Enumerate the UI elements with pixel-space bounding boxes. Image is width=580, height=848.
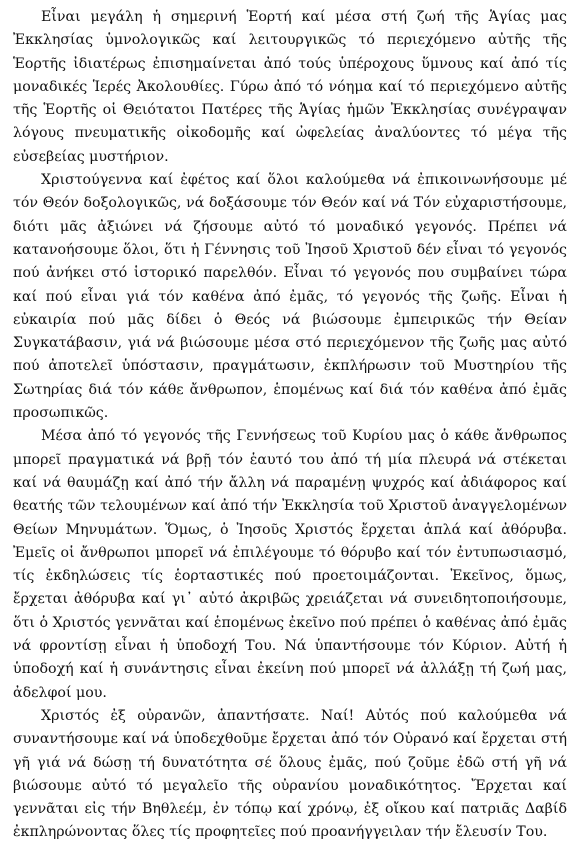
paragraph-christ-from-heaven: Χριστός ἐξ οὐρανῶν, ἀπαντήσατε. Ναί! Αὐτός πού καλούμεθα νά συναντήσουμε καί νά ὑποδεχθοῦμε ἔρχεται ἀπό τόν Οὐρανό καί ἔρχεται στή γῆ γιά νά δώσῃ τή δυνατότητα σέ ὅλους ἐμᾶς, πού ζοῦμε ἐδῶ στή γῆ νά βιώσουμε αὐτό τό μεγαλεῖο τῆς οὐρανίου μοναδικότητος. Ἔρχεται καί γεννᾶται εἰς τήν Βηθλεέμ, ἐν τόπῳ καί χρόνῳ, ἐξ οἴκου καί πατριᾶς Δαβίδ ἐκπληρώνοντας ὅλες τίς προφητεῖες πού προανήγγειλαν τήν ἔλευσίν Του. — [13, 707, 567, 841]
paragraph-feast-intro: Εἶναι μεγάλη ἡ σημερινή Ἑορτή καί μέσα στή ζωή τῆς Ἁγίας μας Ἐκκλησίας ὑμνολογικῶς καί λειτουργικῶς τό περιεχόμενο αὐτῆς τῆς Ἑορτῆς ἰδιατέρως ἐπισημαίνεται ἀπό τούς ὑπέροχους ὕμνους καί ἀπό τίς μοναδικές Ἱερές Ἀκολουθίες. Γύρω ἀπό τό νόημα καί τό περιεχόμενο αὐτῆς τῆς Ἑορτῆς οἱ Θειότατοι Πατέρες τῆς Ἁγίας ἡμῶν Ἐκκλησίας συνέγραψαν λόγους πνευματικῆς οἰκοδομῆς καί ὠφελείας ἀναλύοντες τό μέγα τῆς εὐσεβείας μυστήριον. — [13, 9, 567, 165]
paragraph-nativity-event: Μέσα ἀπό τό γεγονός τῆς Γεννήσεως τοῦ Κυρίου μας ὁ κάθε ἄνθρωπος μπορεῖ πραγματικά νά βρῇ τόν ἑαυτό του ἀπό τή μία πλευρά νά στέκεται καί νά θαυμάζῃ καί ἀπό τήν ἄλλη νά παραμένῃ ψυχρός καί ἀδιάφορος καί θεατής τῶν τελουμένων καί ἀπό τήν Ἐκκλησία τοῦ Χριστοῦ ἀναγγελομένων Θείων Μηνυμάτων. Ὅμως, ὁ Ἰησοῦς Χριστός ἔρχεται ἁπλά καί ἀθόρυβα. Ἐμεῖς οἱ ἄνθρωποι μπορεῖ νά ἐπιλέγουμε τό θόρυβο καί τόν ἐντυπωσιασμό, τίς ἐκδηλώσεις τίς ἑορταστικές πού προετοιμάζονται. Ἐκεῖνος, ὅμως, ἔρχεται ἀθόρυβα καί γι᾽ αὐτό ἀκριβῶς χρειάζεται νά συνειδητοποιήσουμε, ὅτι ὁ Χριστός γεννᾶται καί ἑπομένως ἐκεῖνο πού πρέπει ὁ καθένας ἀπό ἐμᾶς νά φροντίσῃ εἶναι ἡ ὑποδοχή Του. Νά ὑπαντήσουμε τόν Κύριον. Αὐτή ἡ ὑποδοχή καί ἡ συνάντησις εἶναι ἐκείνη πού μπορεῖ νά ἀλλάξῃ τή ζωή μας, ἀδελφοί μου. — [13, 428, 567, 701]
paragraph-christmas-this-year: Χριστούγεννα καί ἐφέτος καί ὅλοι καλούμεθα νά ἐπικοινωνήσουμε μέ τόν Θεόν δοξολογικῶς, νά δοξάσουμε τόν Θεόν καί νά Τόν εὐχαριστήσουμε, διότι μᾶς ἀξιώνει νά ζήσουμε αὐτό τό μοναδικό γεγονός. Πρέπει νά κατανοήσουμε ὅλοι, ὅτι ἡ Γέννησις τοῦ Ἰησοῦ Χριστοῦ δέν εἶναι τό γεγονός πού ἀνήκει στό ἱστορικό παρελθόν. Εἶναι τό γεγονός που συμβαίνει τώρα καί πού εἶναι γιά τόν καθένα ἀπό ἐμᾶς, τό γεγονός τῆς ζωῆς. Εἶναι ἡ εὐκαιρία πού μᾶς δίδει ὁ Θεός νά βιώσουμε ἐμπειρικῶς τήν Θείαν Συγκατάβασιν, γιά νά βιώσουμε μέσα στό περιεχόμενον τῆς ζωῆς μας αὐτό πού ἀποτελεῖ ὑπόστασιν, πραγμάτωσιν, ἐκπλήρωσιν τοῦ Μυστηρίου τῆς Σωτηρίας διά τόν κάθε ἄνθρωπον, ἑπομένως καί διά τόν καθένα ἀπό ἐμᾶς προσωπικῶς. — [13, 172, 567, 422]
